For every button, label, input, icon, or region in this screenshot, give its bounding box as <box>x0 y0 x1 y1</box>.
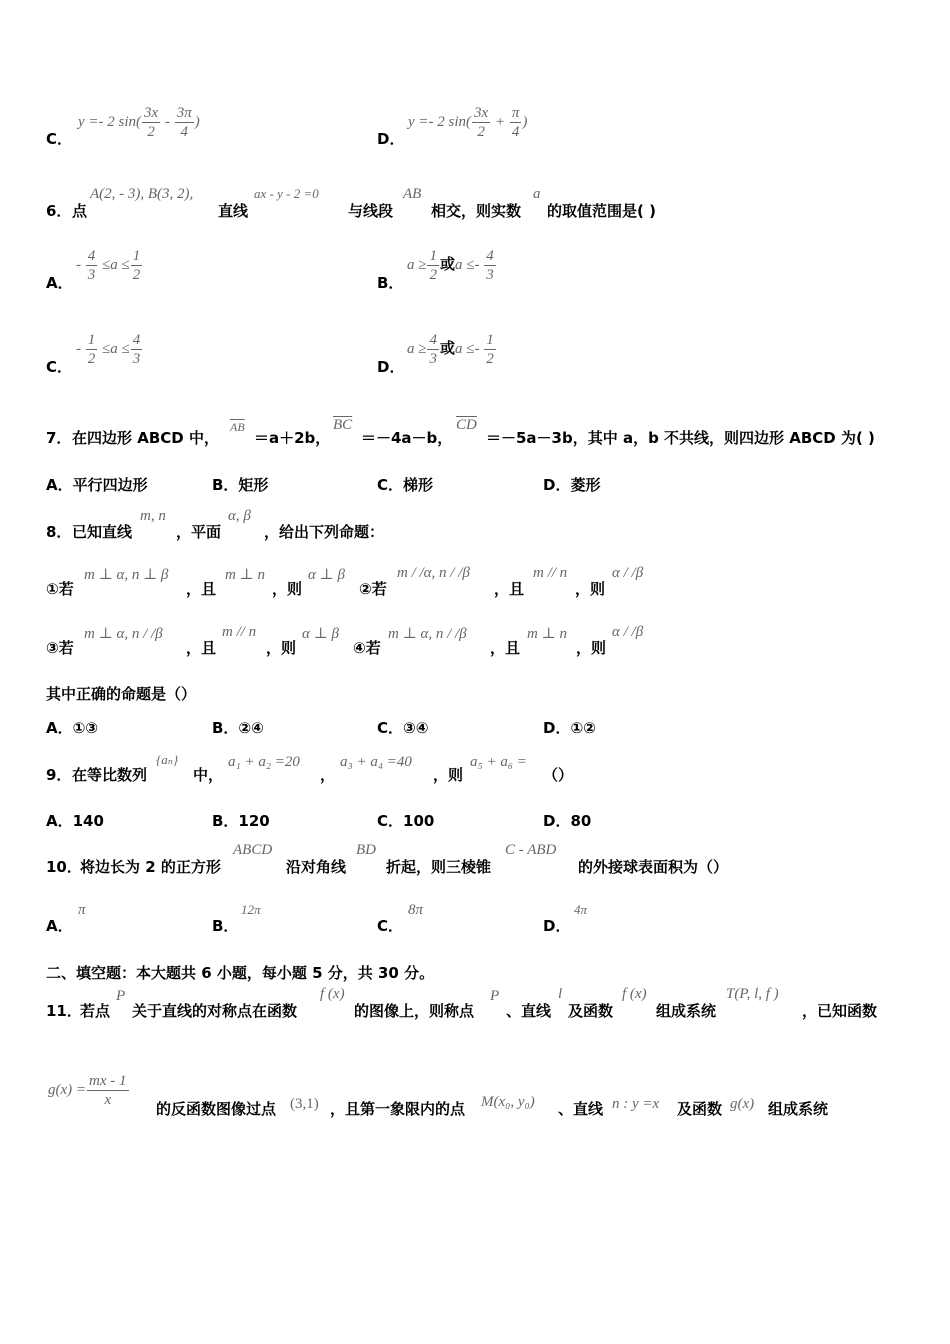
q7-text-2: ＝a＋2b， <box>254 429 331 447</box>
q11-text-6: 组成系统 <box>656 1002 717 1020</box>
q6-c-frac2 <box>131 331 143 368</box>
q7-vector-cd: $\overline{CD}$ <box>456 417 477 433</box>
q6-b-or: 或 <box>439 254 455 273</box>
q5-c-op: - <box>161 113 174 130</box>
q6-option-a-formula <box>76 247 143 284</box>
q6-b-n1: 1 <box>429 248 437 264</box>
q10-option-c-value: 8π <box>408 902 424 918</box>
q7-vector-bc: $\overline{BC}$ <box>333 417 353 433</box>
q5-c-f1-num: 3x <box>144 105 159 121</box>
q6-number: 6． <box>46 202 72 220</box>
q11-text-8: 的反函数图像过点 <box>156 1100 277 1118</box>
q9-option-d: D．80 <box>543 812 592 830</box>
q8-p2-result: α / /β <box>612 565 644 581</box>
q10-text-1: 将边长为 2 的正方形 <box>80 858 221 876</box>
q11-text-11: 及函数 <box>677 1100 723 1118</box>
q8-p4-cond2: m ⊥ n <box>527 626 567 642</box>
q5-c-frac1 <box>142 104 160 141</box>
q11-func-f: f (x) <box>320 986 345 1002</box>
q6-a-frac2 <box>131 247 143 284</box>
q5-d-op: + <box>491 113 509 130</box>
q9-text-5: （） <box>543 766 574 784</box>
q6-b-frac1 <box>427 247 439 284</box>
q7-vector-ab: $\overline{AB}$ <box>230 420 245 434</box>
q6-line-eq: ax - y - 2 =0 <box>254 186 319 201</box>
q6-c-n2: 4 <box>132 332 141 348</box>
q8-text-2: ，平面 <box>176 523 222 541</box>
q8-option-d: D．①② <box>543 719 596 737</box>
q5-c-f1-den: 2 <box>147 124 155 140</box>
q5-d-frac2 <box>510 104 522 141</box>
q10-option-b-label: B． <box>212 917 239 935</box>
q8-p4-result: α / /β <box>612 624 644 640</box>
q11-text-10: 、直线 <box>558 1100 604 1118</box>
q5-c-prefix: y =- 2 sin( <box>78 113 142 130</box>
q10-option-a-label: A． <box>46 917 73 935</box>
q6-a-pre: - <box>76 256 85 273</box>
q6-b-n2: 4 <box>486 248 494 264</box>
q6-option-b-label: B． <box>377 274 404 292</box>
q8-question: 其中正确的命题是（） <box>46 685 197 703</box>
q6-b-d1: 2 <box>429 267 437 283</box>
q10-option-c-label: C． <box>377 917 404 935</box>
q6-option-c-formula <box>76 331 143 368</box>
q7-option-d: D．菱形 <box>543 476 601 494</box>
q6-text-4: 相交，则实数 <box>431 202 522 220</box>
q6-d-pre: a ≥ <box>407 340 427 357</box>
q8-lines: m, n <box>140 508 166 524</box>
q8-planes: α, β <box>228 508 251 524</box>
q10-pyramid: C - ABD <box>505 842 557 858</box>
q7-text-4: ＝－5a－3b，其中 a，b 不共线，则四边形 ABCD 为( ) <box>486 429 875 447</box>
q6-option-d-formula <box>407 331 497 368</box>
q8-p2-pre: ②若 <box>359 580 387 598</box>
q8-p3-result: α ⊥ β <box>302 626 339 642</box>
q10-text-3: 折起，则三棱锥 <box>386 858 492 876</box>
q11-system-t: T(P, l, f ) <box>726 986 779 1002</box>
q5-d-close: ) <box>522 113 528 130</box>
q6-d-frac2 <box>484 331 496 368</box>
q11-text-5: 及函数 <box>568 1002 614 1020</box>
q5-option-c-formula <box>78 104 200 141</box>
q6-var-a: a <box>533 186 541 202</box>
q8-p1-result: α ⊥ β <box>308 567 345 583</box>
section-2-title: 二、填空题：本大题共 6 小题，每小题 5 分，共 30 分。 <box>46 964 435 982</box>
q6-d-d1: 3 <box>429 351 437 367</box>
q8-text-3: ，给出下列命题： <box>264 523 385 541</box>
q6-a-d2: 2 <box>132 267 141 283</box>
q6-option-c-label: C． <box>46 358 73 376</box>
q5-d-frac1 <box>472 104 490 141</box>
q5-c-f2-num: 3π <box>176 105 192 121</box>
q9-text-4: ，则 <box>433 766 464 784</box>
q6-b-mid: a ≤- <box>455 256 484 273</box>
q11-g-formula <box>48 1072 130 1109</box>
q8-p1-cond2: m ⊥ n <box>225 567 265 583</box>
q11-g-frac <box>87 1072 129 1109</box>
q9-text-1: 在等比数列 <box>72 766 148 784</box>
q9-option-b: B．120 <box>212 812 270 830</box>
q8-option-c: C．③④ <box>377 719 429 737</box>
q6-d-or: 或 <box>439 338 455 357</box>
q6-points: A(2, - 3), B(3, 2), <box>90 186 194 202</box>
q6-a-d1: 3 <box>87 267 96 283</box>
q6-segment: AB <box>403 186 422 202</box>
q6-c-n1: 1 <box>87 332 96 348</box>
q11-text-4: 、直线 <box>506 1002 552 1020</box>
q10-text-2: 沿对角线 <box>286 858 347 876</box>
q6-d-n1: 4 <box>429 332 437 348</box>
q5-option-c-label: C． <box>46 130 73 148</box>
q5-c-close: ) <box>194 113 200 130</box>
q11-point-p-2: P <box>490 988 500 1004</box>
q11-text-12: 组成系统 <box>768 1100 829 1118</box>
q7-number: 7． <box>46 429 72 447</box>
q6-text-3: 与线段 <box>348 202 394 220</box>
q7-option-c: C．梯形 <box>377 476 434 494</box>
q8-p4-cond: m ⊥ α, n / /β <box>388 626 467 642</box>
q10-option-a-value: π <box>78 902 86 918</box>
q5-d-prefix: y =- 2 sin( <box>408 113 472 130</box>
q6-a-n1: 4 <box>87 248 96 264</box>
q8-p2-then: ，则 <box>575 580 606 598</box>
q9-eq1: a₁ + a₂ =20 <box>228 754 300 770</box>
q8-p3-cond: m ⊥ α, n / /β <box>84 626 163 642</box>
q11-number: 11． <box>46 1002 82 1020</box>
q11-g-num: mx - 1 <box>89 1073 127 1089</box>
q11-func-f-2: f (x) <box>622 986 647 1002</box>
q8-p1-and: ，且 <box>186 580 217 598</box>
q6-option-b-formula <box>407 247 497 284</box>
q10-option-d-label: D． <box>543 917 571 935</box>
q8-number: 8． <box>46 523 72 541</box>
q6-d-frac1 <box>427 331 439 368</box>
q6-c-mid: ≤a ≤ <box>98 340 130 357</box>
q6-b-frac2 <box>484 247 496 284</box>
q9-text-3: ， <box>320 766 336 784</box>
q6-text-2: 直线 <box>218 202 249 220</box>
q6-option-a-label: A． <box>46 274 73 292</box>
q6-c-d1: 2 <box>87 351 96 367</box>
q7-option-a: A．平行四边形 <box>46 476 148 494</box>
q8-text-1: 已知直线 <box>72 523 133 541</box>
q11-func-g: g(x) <box>730 1096 755 1112</box>
q6-option-d-label: D． <box>377 358 405 376</box>
q8-option-b: B．②④ <box>212 719 264 737</box>
q8-p2-cond2: m // n <box>533 565 568 581</box>
q11-text-7: ，已知函数 <box>802 1002 878 1020</box>
q10-number: 10． <box>46 858 82 876</box>
q9-eq2: a₃ + a₄ =40 <box>340 754 412 770</box>
q10-text-4: 的外接球表面积为（） <box>578 858 729 876</box>
q11-line-n: n : y =x <box>612 1096 660 1112</box>
q7-option-b: B．矩形 <box>212 476 269 494</box>
q6-a-n2: 1 <box>132 248 141 264</box>
q8-p1-then: ，则 <box>272 580 303 598</box>
q5-option-d-formula <box>408 104 527 141</box>
q11-point-m: M(x₀, y₀) <box>481 1094 535 1110</box>
q8-p2-and: ，且 <box>494 580 525 598</box>
q6-a-frac1 <box>86 247 98 284</box>
q5-d-f1-den: 2 <box>477 124 485 140</box>
q9-number: 9． <box>46 766 72 784</box>
q9-text-2: 中， <box>193 766 224 784</box>
q11-g-den: x <box>104 1092 112 1108</box>
q10-option-d-value: 4π <box>574 902 588 917</box>
q8-p3-cond2: m // n <box>222 624 257 640</box>
q8-p3-and: ，且 <box>186 639 217 657</box>
q6-b-pre: a ≥ <box>407 256 427 273</box>
q7-text-3: ＝－4a－b， <box>361 429 453 447</box>
q10-diagonal: BD <box>356 842 376 858</box>
q11-text-9: ，且第一象限内的点 <box>330 1100 466 1118</box>
q6-a-mid: ≤a ≤ <box>98 256 130 273</box>
q6-c-frac1 <box>86 331 98 368</box>
q6-c-d2: 3 <box>132 351 141 367</box>
q11-text-2: 关于直线的对称点在函数 <box>132 1002 298 1020</box>
q9-sequence: {aₙ} <box>156 752 179 767</box>
q11-point-p: P <box>116 988 126 1004</box>
q7-text-1: 在四边形 ABCD 中， <box>72 429 219 447</box>
q6-text-5: 的取值范围是( ) <box>547 202 656 220</box>
q6-text-1: 点 <box>72 202 88 220</box>
q10-square: ABCD <box>233 842 273 858</box>
q10-option-b-value: 12π <box>241 902 261 917</box>
q8-p3-pre: ③若 <box>46 639 74 657</box>
q11-text-1: 若点 <box>80 1002 111 1020</box>
q5-d-f2-den: 4 <box>511 124 520 140</box>
q8-p1-cond: m ⊥ α, n ⊥ β <box>84 567 169 583</box>
q9-target: a₅ + a₆ = <box>470 754 527 770</box>
q8-p4-pre: ④若 <box>353 639 381 657</box>
q9-option-a: A．140 <box>46 812 104 830</box>
q8-p3-then: ，则 <box>266 639 297 657</box>
q11-point-31: (3,1) <box>290 1096 319 1112</box>
q5-d-f2-num: π <box>511 105 520 121</box>
q9-option-c: C．100 <box>377 812 435 830</box>
q8-p1-pre: ①若 <box>46 580 74 598</box>
q11-text-3: 的图像上，则称点 <box>354 1002 475 1020</box>
q6-c-pre: - <box>76 340 85 357</box>
q8-option-a: A．①③ <box>46 719 99 737</box>
q5-c-frac2 <box>175 104 194 141</box>
q8-p2-cond: m / /α, n / /β <box>397 565 470 581</box>
q6-d-mid: a ≤- <box>455 340 484 357</box>
q5-d-f1-num: 3x <box>474 105 489 121</box>
q5-c-f2-den: 4 <box>180 124 188 140</box>
q8-p4-and: ，且 <box>490 639 521 657</box>
q6-d-d2: 2 <box>486 351 494 367</box>
q11-line-l: l <box>558 986 563 1002</box>
q11-g-lhs: g(x) = <box>48 1081 87 1098</box>
q6-b-d2: 3 <box>486 267 494 283</box>
q6-d-n2: 1 <box>486 332 494 348</box>
q5-option-d-label: D． <box>377 130 405 148</box>
q8-p4-then: ，则 <box>576 639 607 657</box>
